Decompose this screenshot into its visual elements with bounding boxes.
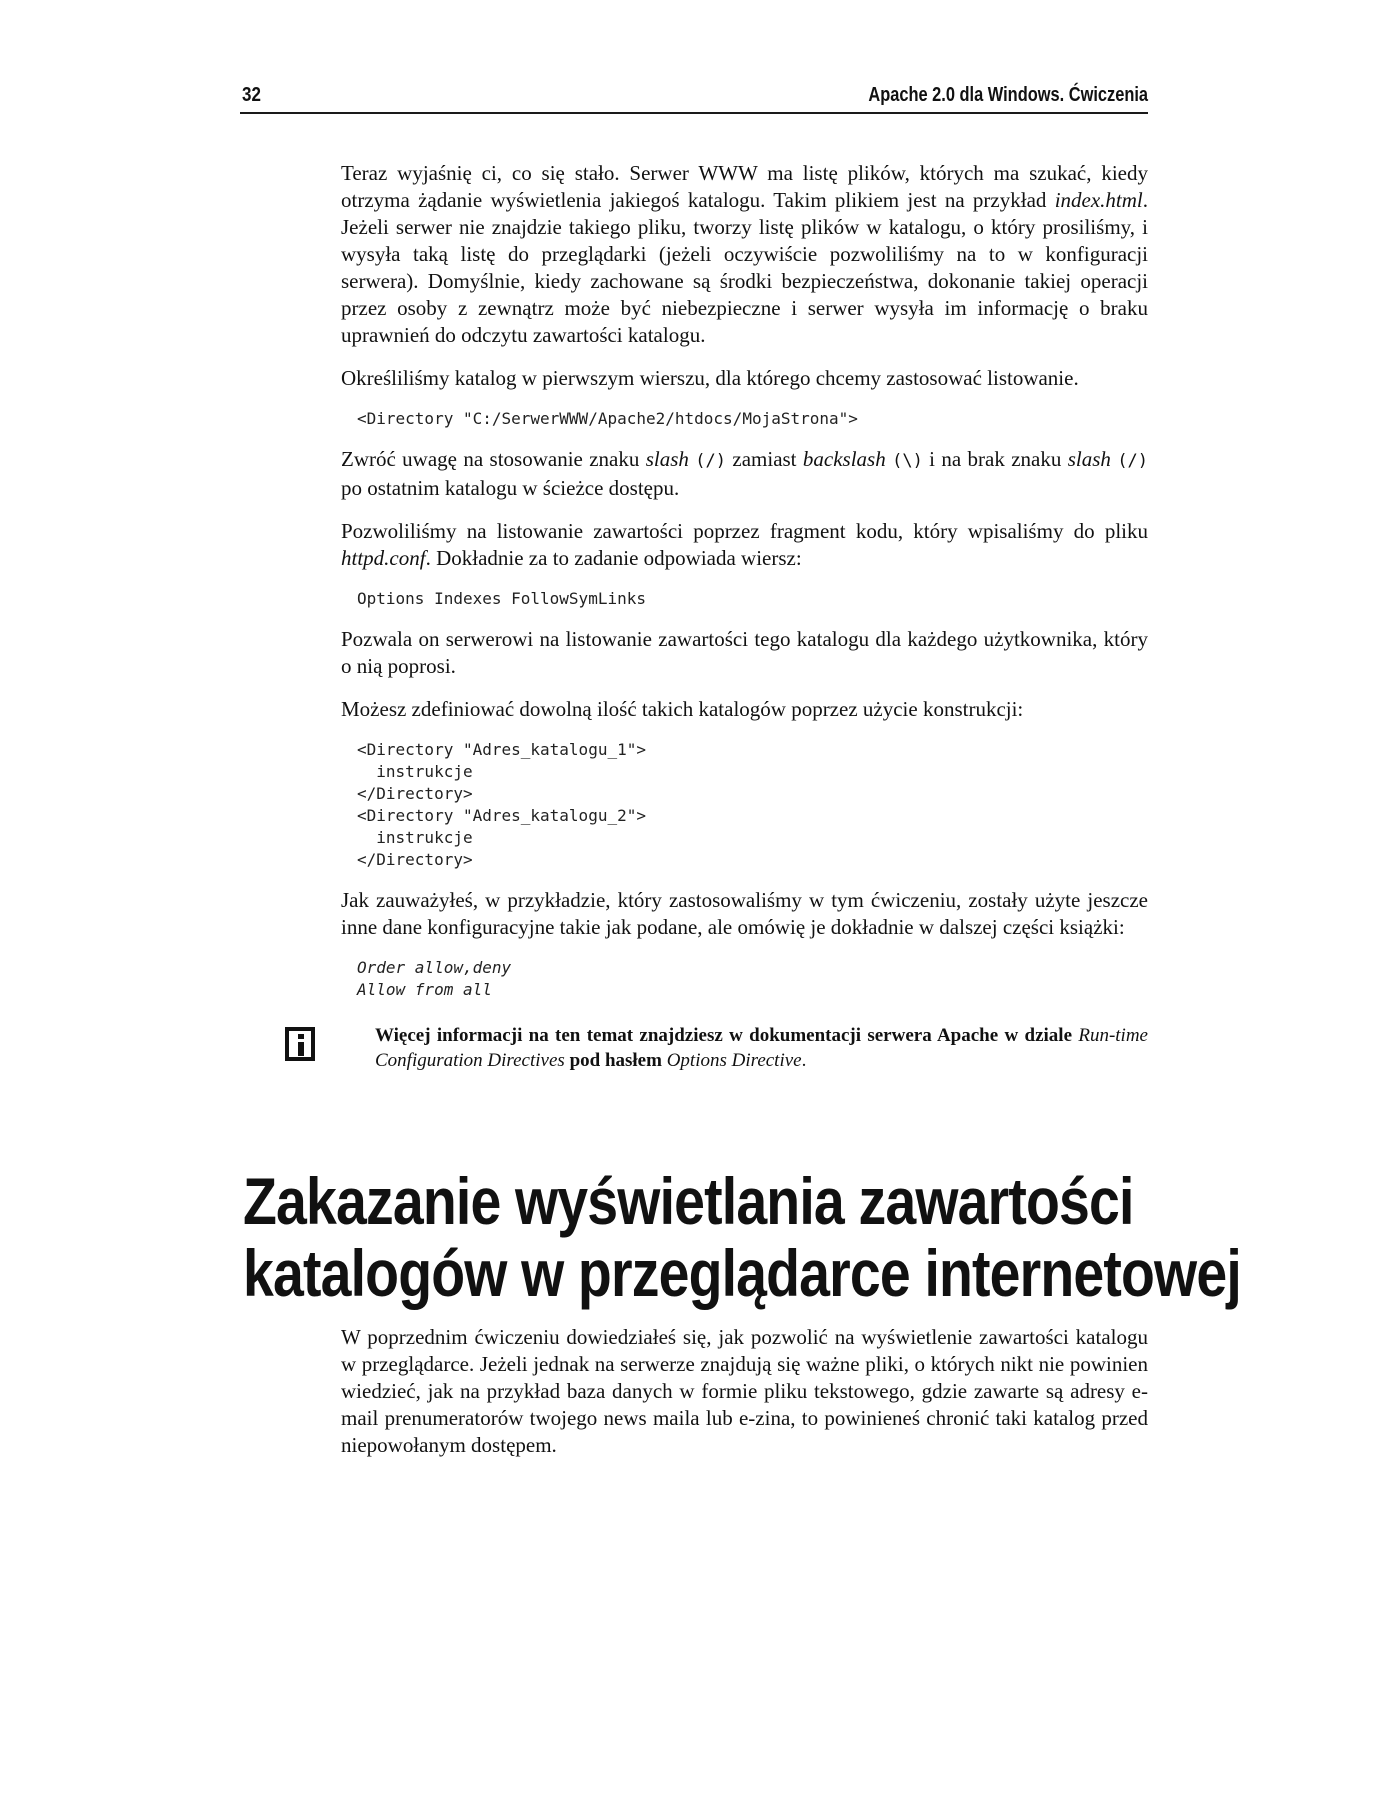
page-number: 32 <box>242 84 261 106</box>
section-body <box>341 1324 1148 1459</box>
paragraph-4: Pozwoliliśmy na listowanie zawartości poprzez fragment kodu, który wpisaliśmy do pliku httpd.conf. Dokładnie za to zadanie odpowiada wiersz: <box>341 519 1148 570</box>
section-heading-line-2: katalogów w przeglądarce internetowej <box>243 1236 1241 1310</box>
book-title: Apache 2.0 dla Windows. Ćwiczenia <box>868 84 1148 106</box>
filename-httpd: httpd.conf <box>341 546 426 570</box>
paragraph-1: Teraz wyjaśnię ci, co się stało. Serwer WWW ma listę plików, których ma szukać, kiedy otrzyma żądanie wyświetlenia jakiegoś katalogu. Takim plikiem jest na przykład index.html. Jeżeli serwer nie znajdzie takiego pliku, tworzy listę plików w katalogu, o który prosiliśmy, i wysyła taką listę do przeglądarki (jeżeli oczywiście pozwoliliśmy na to w konfiguracji serwera). Domyślnie, kiedy zachowane są środki bezpieczeństwa, dokonanie takiej operacji przez osoby z zewnątrz może być niebezpieczne i serwer wysyła im informację o braku uprawnień do odczytu zawartości katalogu. <box>341 161 1148 347</box>
paragraph-6: Możesz zdefiniować dowolną ilość takich katalogów poprzez użycie konstrukcji: <box>341 697 1024 721</box>
info-note-text: Więcej informacji na ten temat znajdziesz w dokumentacji serwera Apache w dziale Run-time Configuration Directives pod hasłem Options Directive. <box>375 1025 1148 1071</box>
filename-index: index.html <box>1054 188 1143 212</box>
paragraph-7: Jak zauważyłeś, w przykładzie, który zastosowaliśmy w tym ćwiczeniu, zostały użyte jeszcze inne dane konfiguracyjne takie jak podane, ale omówię je dokładnie w dalszej części książki: <box>341 888 1148 939</box>
code-directory: <Directory "C:/SerwerWWW/Apache2/htdocs/MojaStrona"> <box>357 409 858 428</box>
section-heading <box>243 1164 1241 1310</box>
running-header <box>240 82 1148 114</box>
paragraph-5: Pozwala on serwerowi na listowanie zawartości tego katalogu dla każdego użytkownika, który o nią poprosi. <box>341 627 1148 678</box>
code-directory-blocks: <Directory "Adres_katalogu_1"> instrukcje </Directory> <Directory "Adres_katalogu_2"> instrukcje </Directory> <box>357 740 646 869</box>
code-options: Options Indexes FollowSymLinks <box>357 589 646 608</box>
info-note <box>285 1023 1148 1075</box>
section-heading-line-1: Zakazanie wyświetlania zawartości <box>243 1164 1134 1238</box>
paragraph-3: Zwróć uwagę na stosowanie znaku slash (/) zamiast backslash (\) i na brak znaku slash (/) po ostatnim katalogu w ścieżce dostępu. <box>341 447 1149 500</box>
body-text <box>341 160 1148 1075</box>
info-icon <box>285 1027 315 1061</box>
paragraph-2: Określiliśmy katalog w pierwszym wierszu, dla którego chcemy zastosować listowanie. <box>341 366 1079 390</box>
paragraph-8: W poprzednim ćwiczeniu dowiedziałeś się, jak pozwolić na wyświetlenie zawartości katalogu w przeglądarce. Jeżeli jednak na serwerze znajdują się ważne pliki, o których nikt nie powinien wiedzieć, jak na przykład baza danych w formie pliku tekstowego, gdzie zawarte są adresy e-mail prenumeratorów twojego news maila lub e-zina, to powinieneś chronić taki katalog przed niepowołanym dostępem. <box>341 1325 1148 1457</box>
code-order-allow: Order allow,deny Allow from all <box>357 958 512 999</box>
